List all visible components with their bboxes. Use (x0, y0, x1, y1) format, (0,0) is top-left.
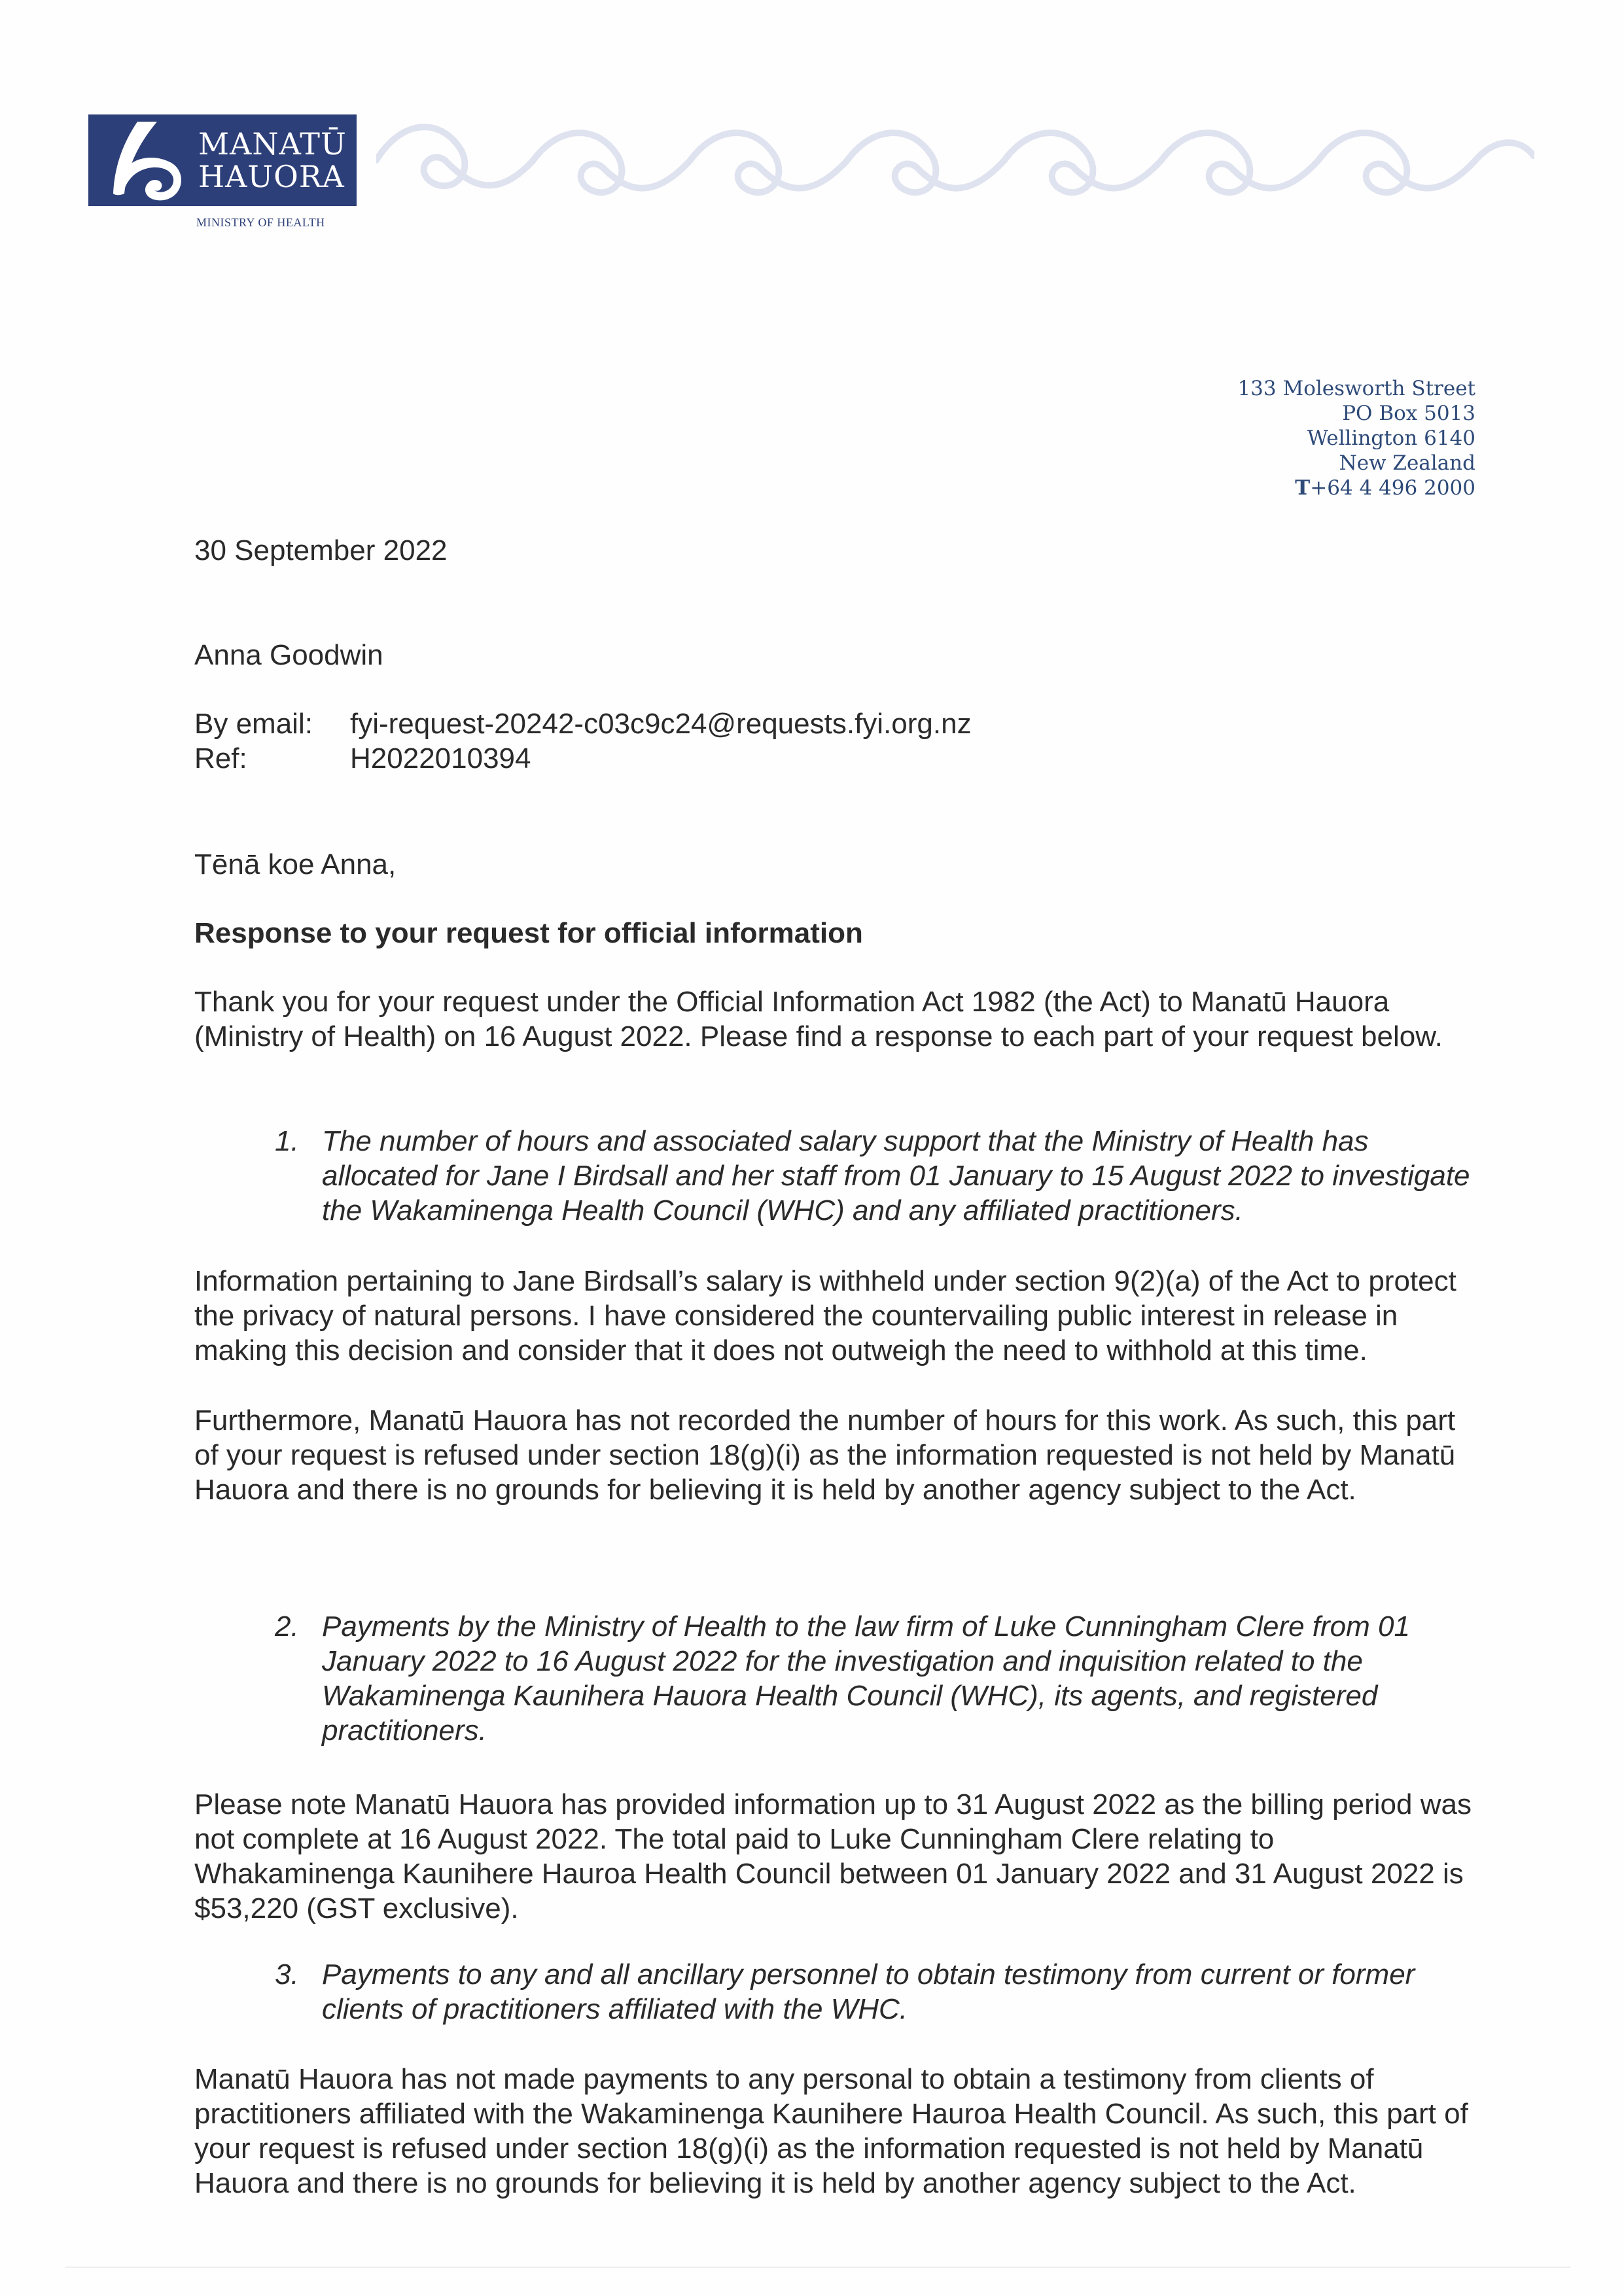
address-city: Wellington 6140 (1307, 426, 1475, 450)
intro-paragraph: Thank you for your request under the Official Information Act 1982 (the Act) to Manatū Hauora (Ministry of Health) on 16 August 2022. Please find a response to each part of your request below. (194, 986, 1443, 1052)
response-paragraph: Please note Manatū Hauora has provided information up to 31 August 2022 as the billing period was not complete at 16 August 2022. The total paid to Luke Cunningham Clere relating to Whakaminenga Kaunihere Hauroa Health Council between 01 January 2022 and 31 August 2022 is $53,220 (GST exclusive). (194, 1788, 1472, 1924)
response-paragraph: Manatū Hauora has not made payments to any personal to obtain a testimony from clients of practitioners affiliated with the Wakaminenga Kaunihere Hauroa Health Council. As such, this part of your request is refused under section 18(g)(i) as the information requested is not held by Manatū Hauora and there is no grounds for believing it is held by another agency subject to the Act. (194, 2063, 1468, 2199)
email-label: By email: (194, 708, 313, 740)
item-number: 2. (275, 1610, 299, 1643)
koru-logo-icon (101, 118, 186, 203)
request-item-3 (275, 1957, 1479, 2026)
logo-line-1: MANATŪ (198, 126, 347, 162)
logo-wordmark (198, 128, 347, 193)
ministry-address (1237, 376, 1475, 500)
item-number: 1. (275, 1125, 299, 1157)
address-phone (1237, 476, 1475, 500)
item-request-text: Payments by the Ministry of Health to the law firm of Luke Cunningham Clere from 01 January 2022 to 16 August 2022 for the investigation and inquisition related to the Wakaminenga Kaunihera Hauora Health Council (WHC), its agents, and registered practitioners. (322, 1610, 1410, 1747)
response-paragraph: Furthermore, Manatū Hauora has not recorded the number of hours for this work. As such, this part of your request is refused under section 18(g)(i) as the information requested is not held by Manatū Hauora and there is no grounds for believing it is held by another agency subject to the Act. (194, 1404, 1456, 1506)
ministry-logo (88, 114, 357, 206)
recipient-name: Anna Goodwin (194, 639, 383, 671)
logo-line-2: HAUORA (198, 159, 345, 194)
item-number: 3. (275, 1958, 299, 1991)
ref-label: Ref: (194, 742, 247, 774)
page-bottom-edge (65, 2267, 1570, 2268)
logo-subtitle: MINISTRY OF HEALTH (196, 216, 325, 229)
response-paragraph: Information pertaining to Jane Birdsall’s salary is withheld under section 9(2)(a) of the Act to protect the privacy of natural persons. I have considered the countervailing public interest in release in making this decision and consider that it does not outweigh the need to withhold at this time. (194, 1265, 1456, 1366)
email-address-link[interactable]: fyi-request-20242-c03c9c24@requests.fyi.org.nz (350, 708, 972, 740)
address-country: New Zealand (1339, 451, 1475, 475)
letter-meta (194, 706, 1477, 776)
letter-date: 30 September 2022 (194, 534, 448, 566)
meta-ref-row (194, 741, 1477, 776)
phone-label: T (1295, 476, 1311, 500)
item-request-text: The number of hours and associated salary support that the Ministry of Health has allocated for Jane I Birdsall and her staff from 01 January to 15 August 2022 to investigate the Wakaminenga Health Council (WHC) and any affiliated practitioners. (322, 1125, 1470, 1226)
request-item-2 (275, 1609, 1479, 1748)
address-po-box: PO Box 5013 (1342, 402, 1475, 425)
address-street: 133 Molesworth Street (1237, 377, 1475, 400)
item-request-text: Payments to any and all ancillary personnel to obtain testimony from current or former clients of practitioners affiliated with the WHC. (322, 1958, 1415, 2025)
phone-number: +64 4 496 2000 (1310, 476, 1475, 500)
letter-heading: Response to your request for official information (194, 917, 863, 949)
koru-pattern-decoration (376, 111, 1534, 209)
ref-value: H2022010394 (350, 742, 531, 774)
salutation: Tēnā koe Anna, (194, 848, 397, 880)
request-item-1 (275, 1124, 1479, 1228)
meta-email-row (194, 706, 1477, 741)
